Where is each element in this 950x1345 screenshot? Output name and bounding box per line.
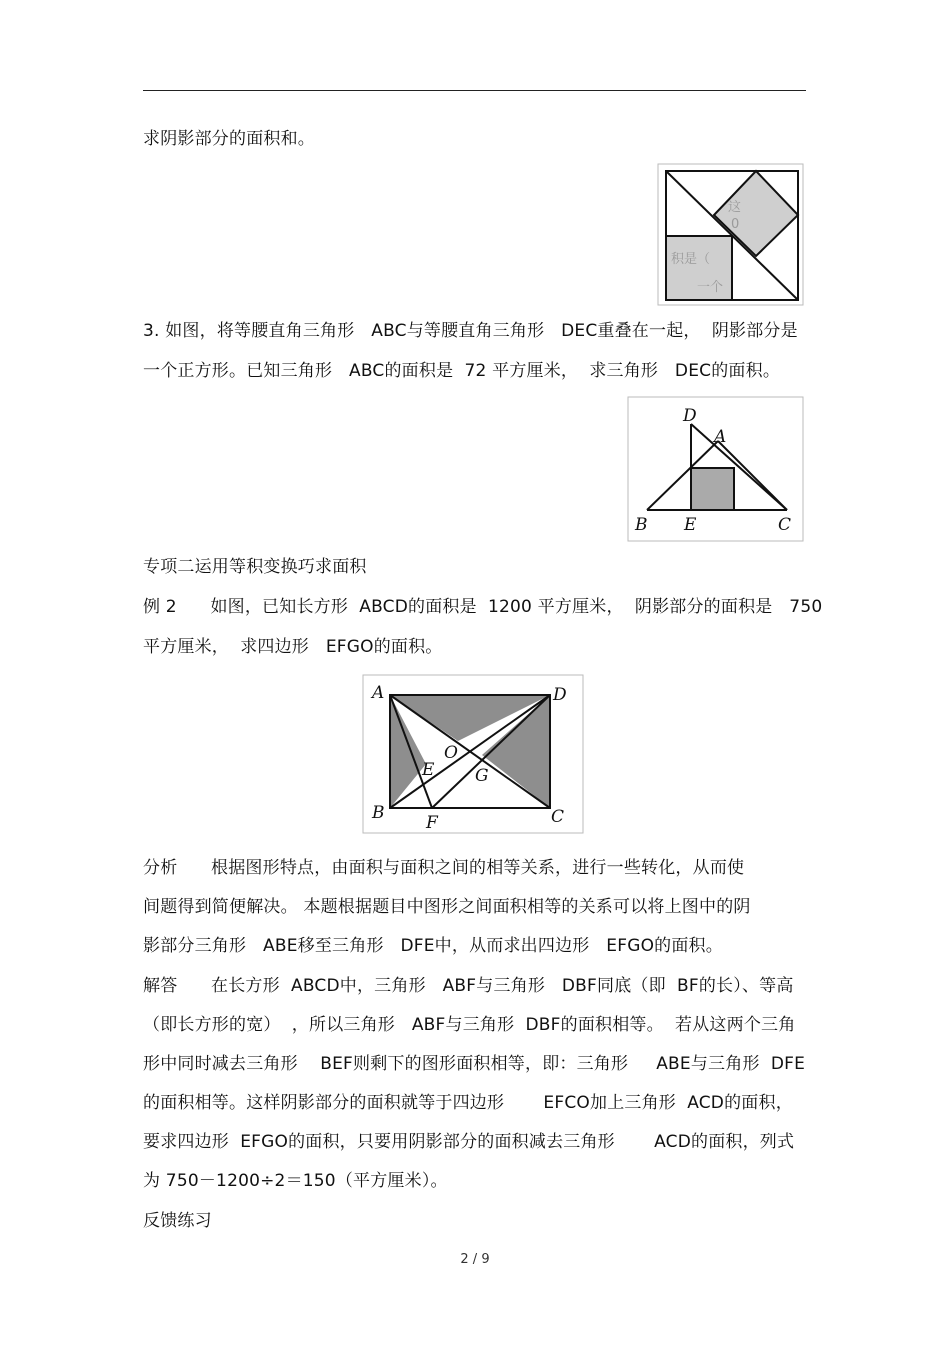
text-line-3: 一个正方形。已知三角形 ABC的面积是 72 平方厘米， 求三角形 DEC的面积。 <box>143 361 781 381</box>
label-D: D <box>683 406 697 426</box>
svg-text:这: 这 <box>728 200 742 215</box>
text-line-4: 专项二运用等积变换巧求面积 <box>143 557 367 577</box>
text-line-2: 3. 如图，将等腰直角三角形 ABC与等腰直角三角形 DEC重叠在一起， 阴影部分是 <box>143 321 798 341</box>
text-line-15: 为 750－1200÷2＝150（平方厘米）。 <box>143 1171 448 1191</box>
label-E: E <box>422 760 435 780</box>
text-line-8: 间题得到简便解决。 本题根据题目中图形之间面积相等的关系可以将上图中的阴 <box>143 897 751 917</box>
svg-text:0: 0 <box>731 217 740 232</box>
figure-overlapping-triangles <box>627 396 804 542</box>
text-line-1: 求阴影部分的面积和。 <box>143 129 315 149</box>
text-line-14: 要求四边形 EFGO的面积，只要用阴影部分的面积减去三角形 ACD的面积，列式 <box>143 1132 795 1152</box>
label-D: D <box>553 685 567 705</box>
text-line-5: 例 2 如图，已知长方形 ABCD的面积是 1200 平方厘米， 阴影部分的面积是 750 <box>143 597 823 617</box>
label-A: A <box>714 427 727 447</box>
text-line-11: （即长方形的宽） ，所以三角形 ABF与三角形 DBF的面积相等。 若从这两个三角 <box>143 1015 796 1035</box>
text-line-7: 分析 根据图形特点，由面积与面积之间的相等关系，进行一些转化，从而使 <box>143 858 745 878</box>
label-C: C <box>778 515 792 535</box>
label-A: A <box>372 683 385 703</box>
label-O: O <box>444 743 458 763</box>
svg-text:一个: 一个 <box>697 280 724 295</box>
label-C: C <box>551 807 565 827</box>
shaded-square <box>691 468 734 510</box>
figure-rectangle-abcd <box>362 674 584 834</box>
label-B: B <box>372 803 385 823</box>
label-B: B <box>635 515 648 535</box>
header-rule <box>143 90 806 91</box>
svg-text:积是（: 积是（ <box>671 252 711 267</box>
text-line-12: 形中同时减去三角形 BEF则剩下的图形面积相等，即：三角形 ABE与三角形 DFE <box>143 1054 806 1074</box>
text-line-16: 反馈练习 <box>143 1211 212 1231</box>
label-F: F <box>426 813 438 833</box>
page-number: 2 / 9 <box>460 1252 490 1267</box>
figure-shaded-squares <box>657 163 804 306</box>
text-line-13: 的面积相等。这样阴影部分的面积就等于四边形 EFCO加上三角形 ACD的面积， <box>143 1093 793 1113</box>
text-line-9: 影部分三角形 ABE移至三角形 DFE中，从而求出四边形 EFGO的面积。 <box>143 936 723 956</box>
label-G: G <box>475 766 489 786</box>
label-E: E <box>684 515 697 535</box>
text-line-10: 解答 在长方形 ABCD中，三角形 ABF与三角形 DBF同底（即 BF的长）、等高 <box>143 976 794 996</box>
text-line-6: 平方厘米， 求四边形 EFGO的面积。 <box>143 637 443 657</box>
